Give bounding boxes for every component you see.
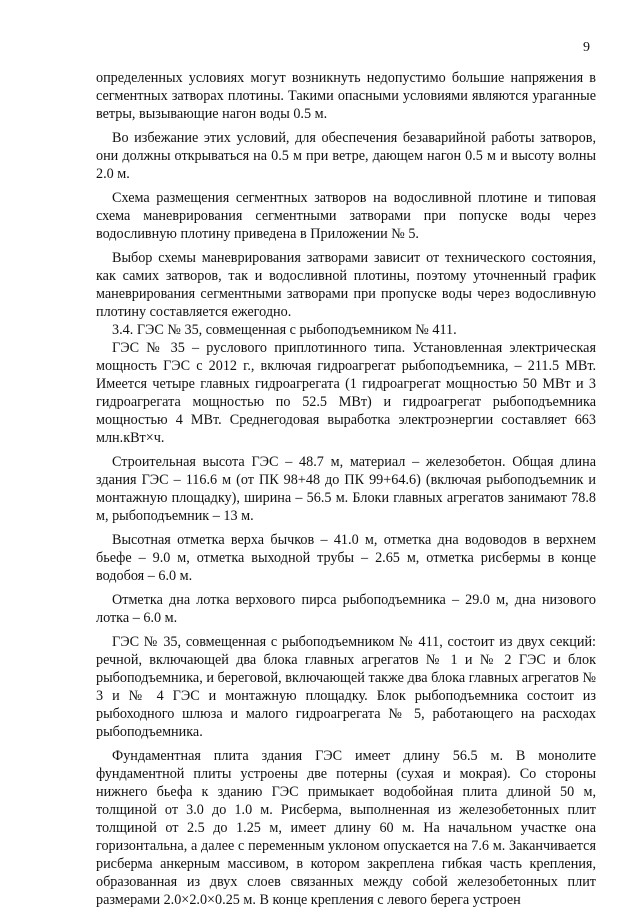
paragraph: Выбор схемы маневрирования затворами зависит от технического состояния, как самих затворов, так и водосливной плотины, поэтому уточненный график маневрирования сегментными затворами при пропуске воды через водосливную плотину составляется ежегодно. bbox=[96, 250, 596, 320]
document-body bbox=[96, 69, 596, 909]
paragraph: Строительная высота ГЭС – 48.7 м, материал – железобетон. Общая длина здания ГЭС – 116.6 м (от ПК 98+48 до ПК 99+64.6) (включая рыбоподъемник и монтажную площадку), ширина – 56.5 м. Блоки главных агрегатов занимают 78.8 м, рыбоподъемник – 13 м. bbox=[96, 454, 596, 524]
paragraph: ГЭС № 35, совмещенная с рыбоподъемником № 411, состоит из двух секций: речной, включающей два блока главных агрегатов № 1 и № 2 ГЭС и блок рыбоподъемника, и береговой, включающей также два блока главных агрегатов № 3 и № 4 ГЭС и монтажную площадку. Блок рыбоподъемника состоит из рыбоходного шлюза и малого гидроагрегата № 5, работающего на расходах рыбоподъемника. bbox=[96, 634, 596, 740]
paragraph: Высотная отметка верха бычков – 41.0 м, отметка дна водоводов в верхнем бьефе – 9.0 м, отметка выходной трубы – 2.65 м, отметка рисбермы в конце водобоя – 6.0 м. bbox=[96, 532, 596, 584]
paragraph: Схема размещения сегментных затворов на водосливной плотине и типовая схема маневрирования сегментными затворами при попуске воды через водосливную плотину приведена в Приложении № 5. bbox=[96, 190, 596, 242]
page-number: 9 bbox=[583, 40, 590, 55]
paragraph: ГЭС № 35 – руслового приплотинного типа. Установленная электрическая мощность ГЭС с 2012 г., включая гидроагрегат рыбоподъемника, – 211.5 МВт. Имеется четыре главных гидроагрегата (1 гидроагрегат мощностью 50 МВт и 3 гидроагрегата мощностью по 52.5 МВт) и гидроагрегат рыбоподъемника мощностью 4 МВт. Среднегодовая выработка электроэнергии составляет 663 млн.кВт×ч. bbox=[96, 340, 596, 446]
paragraph: Фундаментная плита здания ГЭС имеет длину 56.5 м. В монолите фундаментной плиты устроены две потерны (сухая и мокрая). Со стороны нижнего бьефа к зданию ГЭС примыкает водобойная плита длиной 50 м, толщиной от 3.0 до 1.0 м. Рисберма, выполненная из железобетонных плит толщиной от 2.5 до 1.25 м, имеет длину 60 м. На начальном участке она горизонтальна, а далее с переменным уклоном опускается на 7.6 м. Заканчивается рисберма анкерным массивом, в котором закреплена гибкая часть крепления, образованная из двух слоев связанных между собой железобетонных плит размерами 2.0×2.0×0.25 м. В конце крепления с левого берега устроен bbox=[96, 748, 596, 908]
paragraph: Во избежание этих условий, для обеспечения безаварийной работы затворов, они должны открываться на 0.5 м при ветре, дающем нагон 0.5 м и высоту волны 2.0 м. bbox=[96, 130, 596, 182]
paragraph-continuation: определенных условиях могут возникнуть недопустимо большие напряжения в сегментных затворах плотины. Такими опасными условиями являются ураганные ветры, вызывающие нагон воды 0.5 м. bbox=[96, 70, 596, 122]
section-heading: 3.4. ГЭС № 35, совмещенная с рыбоподъемником № 411. bbox=[112, 322, 457, 338]
paragraph: Отметка дна лотка верхового пирса рыбоподъемника – 29.0 м, дна низового лотка – 6.0 м. bbox=[96, 592, 596, 626]
